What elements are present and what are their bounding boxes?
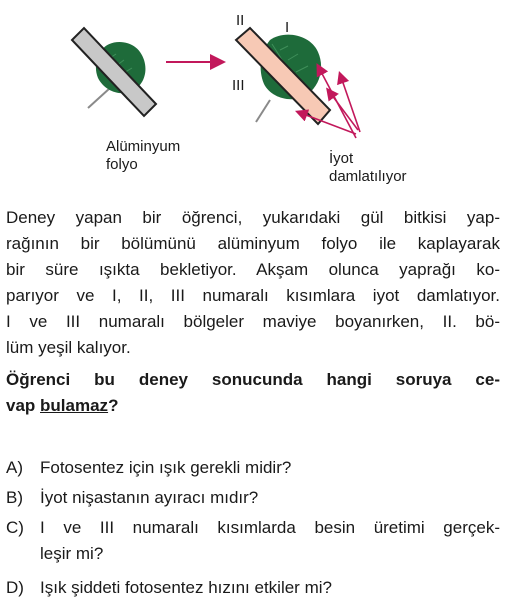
option-text: Işık şiddeti fotosentez hızını etkiler mi? bbox=[40, 578, 332, 597]
stem-line: I ve III numaralı bölgeler maviye boyanırken, II. bö- bbox=[6, 312, 500, 331]
stem-line: lüm yeşil kalıyor. bbox=[6, 338, 131, 357]
part-label-iii: III bbox=[232, 77, 245, 94]
question-suffix: ? bbox=[108, 396, 119, 415]
option-text: I ve III numaralı kısımlarda besin üretimi gerçek- bbox=[40, 518, 500, 537]
option-text-cont: leşir mi? bbox=[40, 544, 104, 563]
question-line-1: Öğrenci bu deney sonucunda hangi soruya ce- bbox=[6, 370, 500, 389]
question-prefix: vap bbox=[6, 396, 41, 415]
stem-line: rağının bir bölümünü alüminyum folyo ile kaplayarak bbox=[6, 234, 500, 253]
option-letter: C) bbox=[6, 518, 24, 537]
label-foil-line2: folyo bbox=[106, 156, 138, 173]
option-letter: B) bbox=[6, 488, 23, 507]
stem-line: Deney yapan bir öğrenci, yukarıdaki gül bitkisi yap- bbox=[6, 208, 500, 227]
leaf-with-foil bbox=[72, 28, 156, 116]
question-stem bbox=[6, 205, 500, 361]
option-d[interactable] bbox=[6, 575, 506, 601]
option-b[interactable] bbox=[6, 485, 506, 511]
leaf-after-experiment bbox=[236, 28, 330, 124]
stem-line: parıyor ve I, II, III numaralı kısımlara iyot damlatıyor. bbox=[6, 286, 500, 305]
part-label-i: I bbox=[285, 19, 290, 36]
option-text: İyot nişastanın ayıracı mıdır? bbox=[40, 488, 259, 507]
label-iodine-line1: İyot bbox=[329, 150, 354, 167]
option-a[interactable] bbox=[6, 455, 506, 481]
label-foil-line1: Alüminyum bbox=[106, 138, 181, 155]
leaf-stalk bbox=[88, 88, 110, 108]
experiment-diagram bbox=[0, 0, 513, 200]
label-iodine-line2: damlatılıyor bbox=[329, 168, 407, 185]
stem-line: bir süre ışıkta bekletiyor. Akşam olunca yaprağı ko- bbox=[6, 260, 500, 279]
part-label-ii: II bbox=[236, 12, 245, 29]
question-keyword: bulamaz bbox=[40, 396, 109, 415]
option-letter: A) bbox=[6, 458, 23, 477]
option-letter: D) bbox=[6, 578, 24, 597]
experiment-figure bbox=[0, 0, 513, 200]
option-text: Fotosentez için ışık gerekli midir? bbox=[40, 458, 292, 477]
question-prompt bbox=[6, 367, 500, 419]
question-line-2 bbox=[6, 393, 500, 419]
option-c[interactable] bbox=[6, 515, 506, 567]
